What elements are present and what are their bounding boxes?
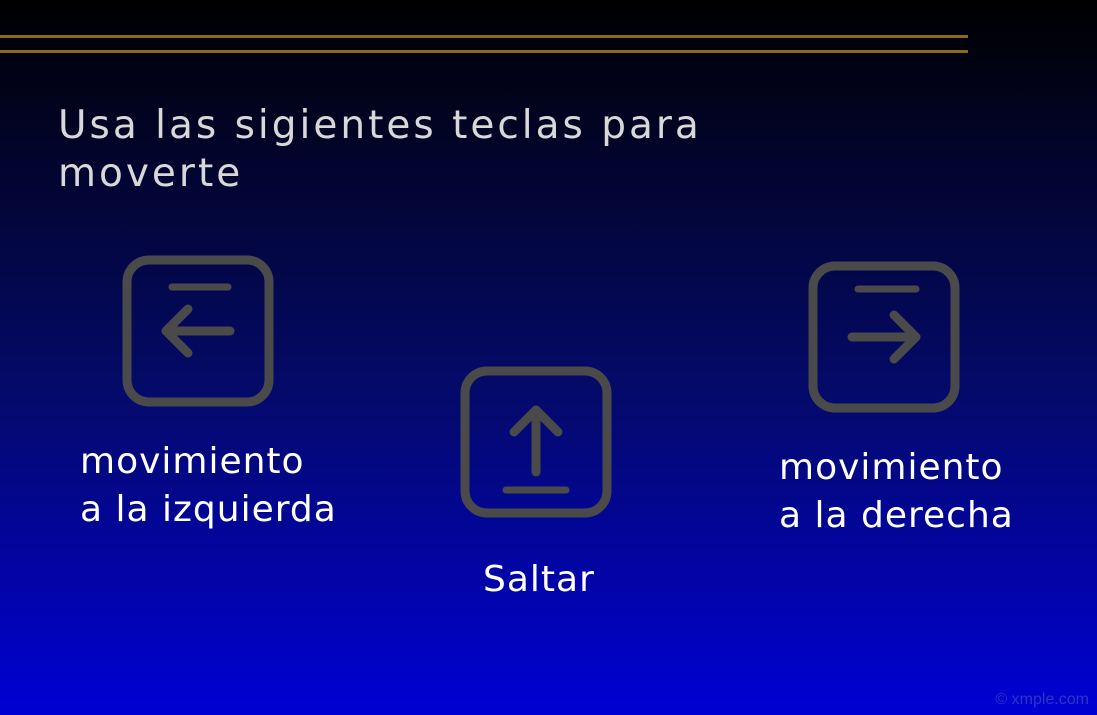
right-label-line2: a la derecha bbox=[779, 495, 1014, 536]
left-label-line1: movimiento bbox=[80, 441, 305, 482]
decorative-rule-top bbox=[0, 35, 968, 38]
arrow-right-key-icon bbox=[808, 261, 960, 413]
jump-label: Saltar bbox=[483, 559, 595, 600]
right-label-line1: movimiento bbox=[779, 447, 1004, 488]
left-movement-label bbox=[80, 438, 337, 534]
decorative-rule-bottom bbox=[0, 50, 968, 53]
arrow-up-key-icon bbox=[460, 366, 612, 518]
arrow-left-key-icon bbox=[122, 255, 274, 407]
instructions-title: Usa las sigientes teclas para moverte bbox=[58, 103, 702, 196]
left-label-line2: a la izquierda bbox=[80, 489, 337, 530]
right-movement-label bbox=[779, 444, 1014, 540]
watermark: © xmple.com bbox=[995, 691, 1089, 708]
